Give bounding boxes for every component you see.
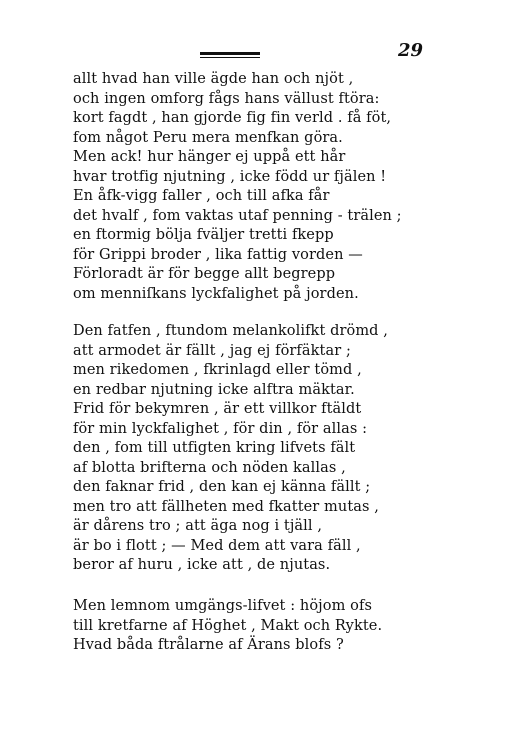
verse-line: Frid för bekymren , är ett villkor ftäldt	[73, 401, 362, 417]
verse-line: att armodet är fällt , jag ej förfäktar ;	[73, 342, 351, 359]
verse-line: för min lyckfalighet , för din , för allas :	[73, 420, 368, 437]
verse-line: af blotta brifterna och nöden kallas ,	[73, 459, 346, 476]
page-number: 29	[398, 40, 424, 61]
verse-line: men rikedomen , fkrinlagd eller tömd ,	[73, 362, 362, 378]
verse-line: En åfk-vigg faller , och till afka får	[73, 188, 330, 204]
verse-line: en ftormig bölja fväljer tretti fkepp	[73, 227, 334, 243]
verse-line: är bo i flott ; — Med dem att vara fäll ,	[73, 537, 361, 554]
verse-line: till kretfarne af Höghet , Makt och Rykte.	[73, 617, 383, 634]
verse-line: allt hvad han ville ägde han och njöt ,	[73, 71, 354, 87]
verse-line: Men lemnom umgängs-lifvet : höjom ofs	[73, 598, 372, 614]
verse-line: för Grippi broder , lika fattig vorden —	[73, 246, 363, 263]
verse-line: är dårens tro ; att äga nog i tjäll ,	[73, 518, 323, 534]
verse-line: den faknar frid , den kan ej känna fällt ;	[73, 479, 371, 495]
verse-line: om menniſkans lyckfalighet på jorden.	[73, 285, 359, 302]
verse-line: hvar trotfig njutning , icke född ur fjälen !	[73, 168, 387, 185]
verse-line: beror af huru , icke att , de njutas.	[73, 557, 331, 573]
verse-line: Men ack! hur hänger ej uppå ett hår	[73, 149, 346, 165]
verse-line: den , fom till utfigten kring lifvets fält	[73, 440, 356, 456]
header-ornament-rule	[200, 52, 260, 58]
verse-line: en redbar njutning icke alftra mäktar.	[73, 381, 355, 398]
stanza-1	[73, 70, 402, 304]
verse-line: Den fatfen , ftundom melankolifkt drömd ,	[73, 323, 388, 339]
verse-line: Förloradt är för begge allt begrepp	[73, 266, 336, 282]
stanza-2	[73, 322, 388, 576]
stanza-3	[73, 597, 382, 656]
verse-line: Hvad båda ftrålarne af Ärans blofs ?	[73, 637, 344, 653]
verse-line: kort fagdt , han gjorde fig fin verld . få föt,	[73, 110, 392, 126]
verse-line: men tro att fällheten med fkatter mutas ,	[73, 498, 379, 515]
verse-line: och ingen omforg fågs hans vällust ftöra:	[73, 90, 380, 107]
verse-line: fom något Peru mera menfkan göra.	[73, 129, 343, 146]
verse-line: det hvalf , fom vaktas utaf penning - trälen ;	[73, 207, 402, 224]
